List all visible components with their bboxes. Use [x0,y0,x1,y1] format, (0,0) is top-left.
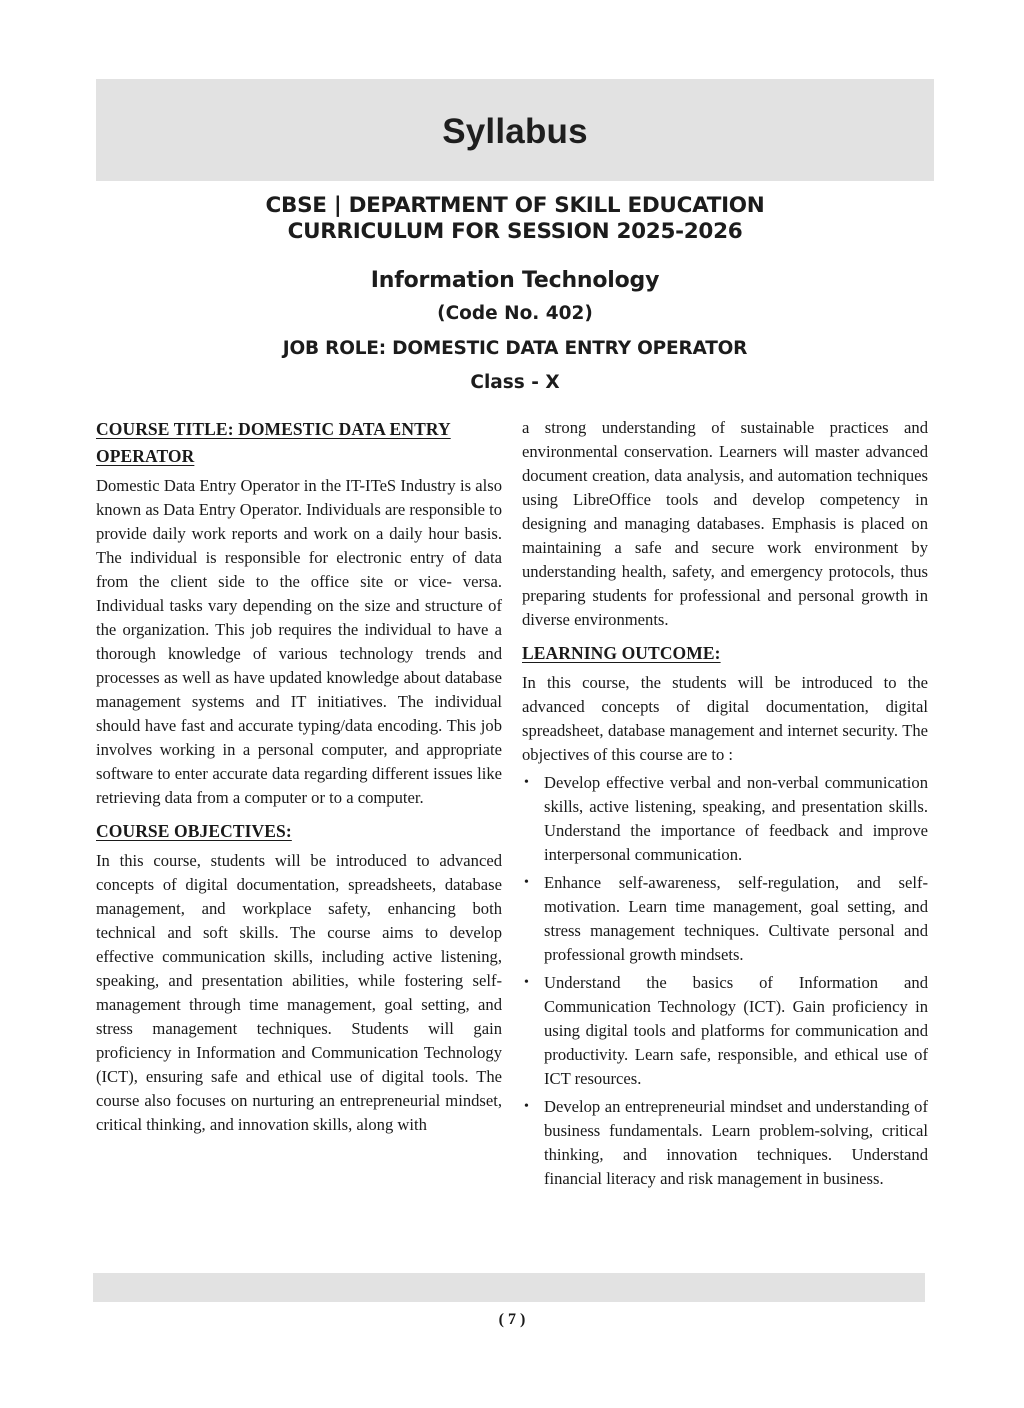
subject-title: Information Technology [370,268,660,293]
class-label: Class - X [470,372,560,393]
job-role: JOB ROLE: DOMESTIC DATA ENTRY OPERATOR [282,338,748,359]
org-line: CBSE | DEPARTMENT OF SKILL EDUCATION [265,193,765,218]
course-objectives-body: In this course, students will be introduced to advanced concepts of digital documentation, spreadsheets, database management, and workplace safety, enhancing both technical and soft skills. The course aims to develop effective communication skills, including active listening, speaking, and presentation abilities, while fostering self-management through time management, goal setting, and stress management techniques. Students will gain proficiency in Information and Communication Technology (ICT), ensuring safe and ethical use of digital tools. The course also focuses on nurturing an entrepreneurial mindset, critical thinking, and innovation skills, along with [96,851,502,1134]
course-objectives-heading: COURSE OBJECTIVES: [96,821,292,841]
right-column [522,416,928,1195]
course-objectives-body-continued: a strong understanding of sustainable practices and environmental conservation. Learners will master advanced document creation, data analysis, and automation techniques using LibreOffice tools and develop competency in designing and managing databases. Emphasis is placed on maintaining a safe and secure work environment by understanding health, safety, and emergency protocols, thus preparing students for professional and personal growth in diverse environments. [522,418,928,629]
syllabus-banner [96,79,934,181]
course-title-heading: COURSE TITLE: DOMESTIC DATA ENTRY OPERATOR [96,419,451,466]
page-title: Syllabus [442,112,588,151]
learning-outcome-list [522,771,928,1191]
list-item-text: Understand the basics of Information and Communication Technology (ICT). Gain proficiency in using digital tools and platforms for communication and productivity. Learn safe, responsible, and ethical use of ICT resources. [544,973,928,1088]
subject-code: (Code No. 402) [437,303,593,324]
bullet-icon: • [524,1099,529,1114]
list-item [522,1095,928,1191]
footer-bar [93,1273,925,1302]
session-line: CURRICULUM FOR SESSION 2025-2026 [287,219,743,244]
page-number: ( 7 ) [498,1311,526,1328]
list-item-text: Enhance self-awareness, self-regulation, and self-motivation. Learn time management, goal setting, and stress management techniques. Cultivate personal and professional growth mindsets. [544,873,928,964]
list-item [522,971,928,1091]
list-item-text: Develop an entrepreneurial mindset and understanding of business fundamentals. Learn problem-solving, critical thinking, and innovation techniques. Understand financial literacy and risk management in business. [544,1097,928,1188]
list-item [522,871,928,967]
bullet-icon: • [524,875,529,890]
curriculum-header [96,193,934,245]
learning-outcome-heading: LEARNING OUTCOME: [522,643,721,663]
bullet-icon: • [524,775,529,790]
bullet-icon: • [524,975,529,990]
learning-outcome-intro: In this course, the students will be introduced to the advanced concepts of digital documentation, digital spreadsheet, database management and internet security. The objectives of this course are to : [522,673,928,764]
left-column [96,416,502,1145]
list-item-text: Develop effective verbal and non-verbal communication skills, active listening, speaking, and presentation skills. Understand the importance of feedback and improve interpersonal communication. [544,773,928,864]
course-title-body: Domestic Data Entry Operator in the IT-ITeS Industry is also known as Data Entry Operator. Individuals are responsible to provide daily work reports and work on a daily hour basis. The individual is responsible for electronic entry of data from the client side to the office site or vice- versa. Individual tasks vary depending on the size and structure of the organization. This job requires the individual to have a thorough knowledge of various technology trends and processes as well as have updated knowledge about database management systems and IT initiatives. The individual should have fast and accurate typing/data encoding. This job involves working in a personal computer, and appropriate software to enter accurate data regarding different issues like retrieving data from a computer or to a computer. [96,476,502,807]
list-item [522,771,928,867]
